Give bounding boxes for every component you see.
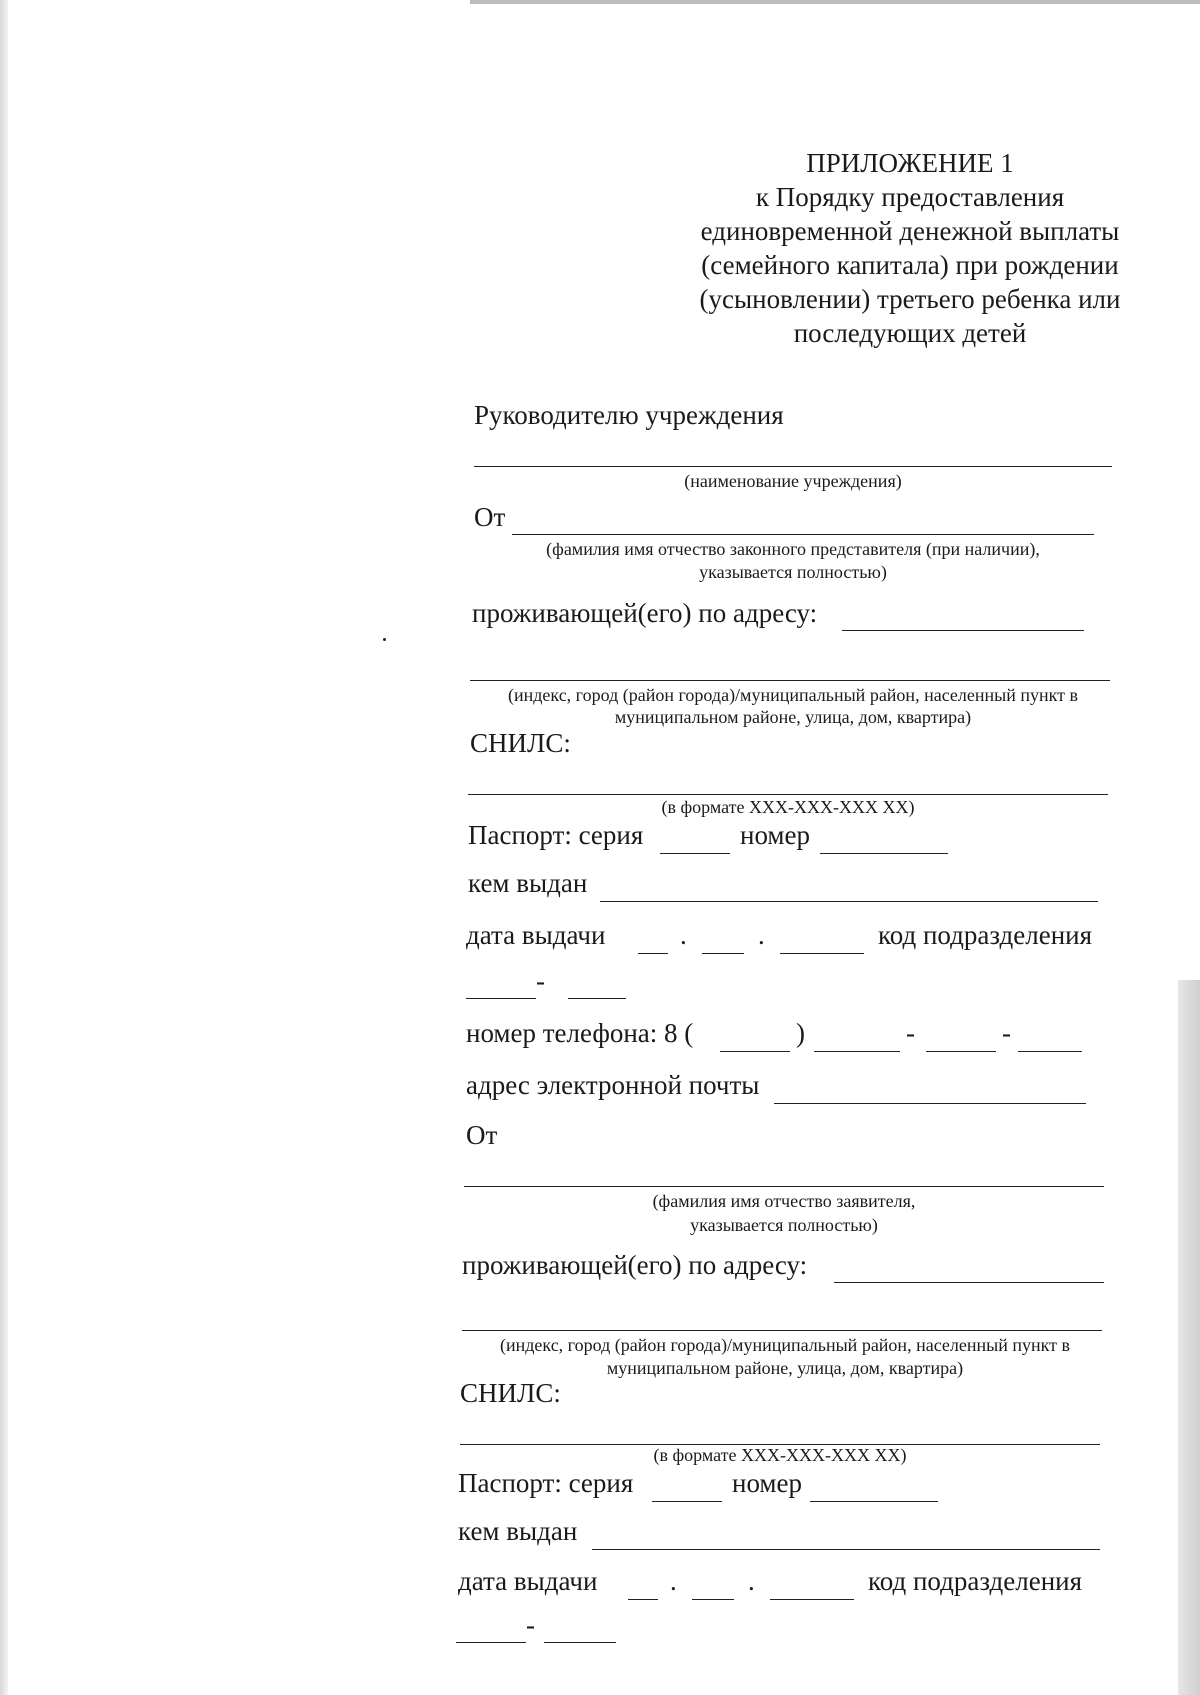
representative-address-label: проживающей(его) по адресу: — [472, 598, 818, 628]
scan-edge-right — [1178, 980, 1200, 1695]
representative-snils-label: СНИЛС: — [470, 728, 571, 758]
representative-snils-field[interactable] — [468, 794, 1108, 795]
representative-passport-label: Паспорт: серия — [468, 820, 644, 850]
applicant-from-label: От — [466, 1120, 498, 1150]
representative-address-field-2[interactable] — [470, 680, 1110, 681]
applicant-issue-year-field[interactable] — [770, 1599, 854, 1600]
representative-issue-date-label: дата выдачи — [466, 920, 606, 950]
applicant-name-note: (фамилия имя отчество заявителя, — [652, 1191, 916, 1211]
applicant-issue-date-label: дата выдачи — [458, 1566, 598, 1596]
representative-passport-number-field[interactable] — [820, 853, 948, 854]
representative-issued-by-field[interactable] — [600, 901, 1098, 902]
representative-issued-by-label: кем выдан — [468, 868, 588, 898]
date-separator: . — [758, 920, 765, 950]
phone-dash: - — [1002, 1018, 1011, 1048]
applicant-dept-code-part2-field[interactable] — [544, 1642, 616, 1643]
applicant-name-field[interactable] — [464, 1186, 1104, 1187]
applicant-issue-day-field[interactable] — [628, 1599, 658, 1600]
dept-code-dash: - — [536, 966, 545, 996]
applicant-address-note: муниципальном районе, улица, дом, квартира) — [606, 1358, 964, 1378]
applicant-name-note: указывается полностью) — [690, 1215, 878, 1235]
phone-part2-field[interactable] — [926, 1051, 996, 1052]
applicant-dept-code-part1-field[interactable] — [456, 1642, 526, 1643]
applicant-address-field[interactable] — [834, 1282, 1104, 1283]
header-line: единовременной денежной выплаты — [700, 216, 1120, 246]
representative-passport-series-field[interactable] — [660, 853, 730, 854]
scan-edge-left — [0, 0, 8, 1695]
applicant-address-field-2[interactable] — [462, 1330, 1102, 1331]
representative-name-field[interactable] — [512, 534, 1094, 535]
representative-passport-number-label: номер — [740, 820, 811, 850]
header-line: (семейного капитала) при рождении — [701, 250, 1119, 280]
applicant-snils-note: (в формате XXX-XXX-XXX XX) — [653, 1445, 907, 1465]
representative-address-field[interactable] — [842, 630, 1084, 631]
phone-part3-field[interactable] — [1018, 1051, 1082, 1052]
applicant-address-note: (индекс, город (район города)/муниципальный район, населенный пункт в — [499, 1335, 1070, 1355]
date-separator: . — [670, 1566, 677, 1596]
phone-area-code-field[interactable] — [720, 1051, 790, 1052]
applicant-passport-number-field[interactable] — [810, 1501, 938, 1502]
representative-dept-code-label: код подразделения — [878, 920, 1093, 950]
applicant-snils-label: СНИЛС: — [460, 1378, 561, 1408]
applicant-passport-label: Паспорт: серия — [458, 1468, 634, 1498]
representative-name-note: указывается полностью) — [699, 562, 887, 582]
phone-part1-field[interactable] — [814, 1051, 900, 1052]
representative-address-note: муниципальном районе, улица, дом, квартира) — [614, 707, 972, 727]
phone-label: номер телефона: 8 ( — [466, 1018, 694, 1048]
representative-from-label: От — [474, 502, 506, 532]
representative-dept-code-part1-field[interactable] — [466, 998, 536, 999]
applicant-issue-month-field[interactable] — [692, 1599, 734, 1600]
header-line: последующих детей — [793, 318, 1027, 348]
date-separator: . — [748, 1566, 755, 1596]
institution-note: (наименование учреждения) — [684, 471, 902, 491]
representative-snils-note: (в формате XXX-XXX-XXX XX) — [661, 797, 915, 817]
email-field[interactable] — [774, 1103, 1086, 1104]
header-line: (усыновлении) третьего ребенка или — [699, 284, 1121, 314]
applicant-passport-series-field[interactable] — [652, 1501, 722, 1502]
applicant-address-label: проживающей(его) по адресу: — [462, 1250, 808, 1280]
representative-issue-day-field[interactable] — [638, 953, 668, 954]
representative-issue-month-field[interactable] — [702, 953, 744, 954]
representative-dept-code-part2-field[interactable] — [568, 998, 626, 999]
email-label: адрес электронной почты — [466, 1070, 760, 1100]
applicant-issued-by-label: кем выдан — [458, 1516, 578, 1546]
institution-name-field[interactable] — [474, 466, 1112, 467]
representative-address-note: (индекс, город (район города)/муниципальный район, населенный пункт в — [507, 685, 1078, 705]
date-separator: . — [680, 920, 687, 950]
addressee-label: Руководителю учреждения — [474, 400, 784, 430]
phone-close-paren: ) — [796, 1018, 805, 1048]
applicant-issued-by-field[interactable] — [592, 1549, 1100, 1550]
dept-code-dash: - — [526, 1610, 535, 1640]
phone-dash: - — [906, 1018, 915, 1048]
scan-edge-top — [470, 0, 1200, 4]
representative-issue-year-field[interactable] — [780, 953, 864, 954]
applicant-dept-code-label: код подразделения — [868, 1566, 1083, 1596]
scan-speck — [383, 638, 386, 641]
representative-name-note: (фамилия имя отчество законного представителя (при наличии), — [546, 539, 1040, 559]
appendix-title: ПРИЛОЖЕНИЕ 1 — [806, 148, 1014, 178]
header-line: к Порядку предоставления — [755, 182, 1065, 212]
applicant-passport-number-label: номер — [732, 1468, 803, 1498]
